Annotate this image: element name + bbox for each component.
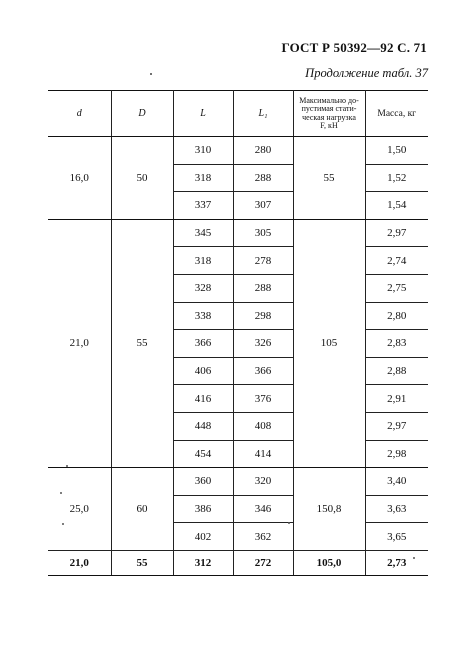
cell-D: 55 xyxy=(111,219,173,467)
cell-L: 448 xyxy=(173,412,233,440)
table-continuation-label: Продолжение табл. 37 xyxy=(305,66,428,80)
cell-L1: 326 xyxy=(233,330,293,358)
cell-L1: 272 xyxy=(233,550,293,575)
cell-L1: 376 xyxy=(233,385,293,413)
cell-mass: 3,40 xyxy=(365,468,428,496)
cell-mass: 2,75 xyxy=(365,274,428,302)
speck xyxy=(60,492,62,494)
cell-L: 318 xyxy=(173,247,233,275)
cell-mass: 2,80 xyxy=(365,302,428,330)
cell-L1: 278 xyxy=(233,247,293,275)
cell-L: 312 xyxy=(173,550,233,575)
cell-L: 402 xyxy=(173,523,233,551)
cell-L1: 346 xyxy=(233,495,293,523)
cell-mass: 2,97 xyxy=(365,412,428,440)
table-row xyxy=(48,137,428,165)
cell-L1: 307 xyxy=(233,192,293,220)
cell-L: 416 xyxy=(173,385,233,413)
cell-L1: 305 xyxy=(233,219,293,247)
cell-L: 386 xyxy=(173,495,233,523)
table-row xyxy=(48,219,428,247)
cell-L: 337 xyxy=(173,192,233,220)
speck xyxy=(288,522,290,524)
cell-mass: 1,50 xyxy=(365,137,428,165)
cell-L1: 298 xyxy=(233,302,293,330)
cell-mass: 3,63 xyxy=(365,495,428,523)
table-header-row xyxy=(48,91,428,137)
cell-D: 55 xyxy=(111,550,173,575)
table-row xyxy=(48,468,428,496)
load-header-line-2: пустимая стати- xyxy=(301,104,357,113)
cell-L1: 414 xyxy=(233,440,293,468)
cell-L1: 280 xyxy=(233,137,293,165)
cell-mass: 2,73 xyxy=(365,550,428,575)
cell-D: 50 xyxy=(111,137,173,220)
cell-mass: 2,83 xyxy=(365,330,428,358)
col-header-mass: Масса, кг xyxy=(365,91,428,137)
cell-L1: 362 xyxy=(233,523,293,551)
speck xyxy=(62,523,64,525)
col-header-L1: L₁ xyxy=(233,91,293,137)
cell-d: 21,0 xyxy=(48,550,111,575)
cell-load: 55 xyxy=(293,137,365,220)
cell-mass: 2,74 xyxy=(365,247,428,275)
cell-mass: 1,52 xyxy=(365,164,428,192)
cell-L1: 366 xyxy=(233,357,293,385)
cell-D: 60 xyxy=(111,468,173,551)
cell-mass: 3,65 xyxy=(365,523,428,551)
load-header-line-1: Максимально до- xyxy=(299,95,359,105)
cell-L: 310 xyxy=(173,137,233,165)
page-header: ГОСТ Р 50392—92 С. 71 xyxy=(281,40,427,55)
cell-L1: 288 xyxy=(233,164,293,192)
cell-d: 16,0 xyxy=(48,137,111,220)
load-header-line-4: F, кН xyxy=(320,121,338,130)
cell-L: 345 xyxy=(173,219,233,247)
cell-load: 105 xyxy=(293,219,365,467)
cell-L1: 288 xyxy=(233,274,293,302)
cell-mass: 2,98 xyxy=(365,440,428,468)
cell-L: 406 xyxy=(173,357,233,385)
cell-mass: 2,88 xyxy=(365,357,428,385)
table-row-summary xyxy=(48,550,428,575)
load-header-line-3: ческая нагрузка xyxy=(302,112,356,122)
cell-load: 150,8 xyxy=(293,468,365,551)
cell-mass: 1,54 xyxy=(365,192,428,220)
col-header-D: D xyxy=(111,91,173,137)
cell-L1: 320 xyxy=(233,468,293,496)
speck xyxy=(150,73,152,75)
dimensions-table xyxy=(48,90,428,576)
cell-mass: 2,91 xyxy=(365,385,428,413)
cell-L: 318 xyxy=(173,164,233,192)
cell-L: 328 xyxy=(173,274,233,302)
speck xyxy=(413,557,415,559)
cell-L: 454 xyxy=(173,440,233,468)
cell-load: 105,0 xyxy=(293,550,365,575)
col-header-L: L xyxy=(173,91,233,137)
speck xyxy=(66,465,68,467)
cell-L: 338 xyxy=(173,302,233,330)
cell-L: 360 xyxy=(173,468,233,496)
col-header-d: d xyxy=(48,91,111,137)
cell-d: 25,0 xyxy=(48,468,111,551)
cell-L: 366 xyxy=(173,330,233,358)
col-header-load xyxy=(293,91,365,137)
cell-mass: 2,97 xyxy=(365,219,428,247)
cell-d: 21,0 xyxy=(48,219,111,467)
cell-L1: 408 xyxy=(233,412,293,440)
